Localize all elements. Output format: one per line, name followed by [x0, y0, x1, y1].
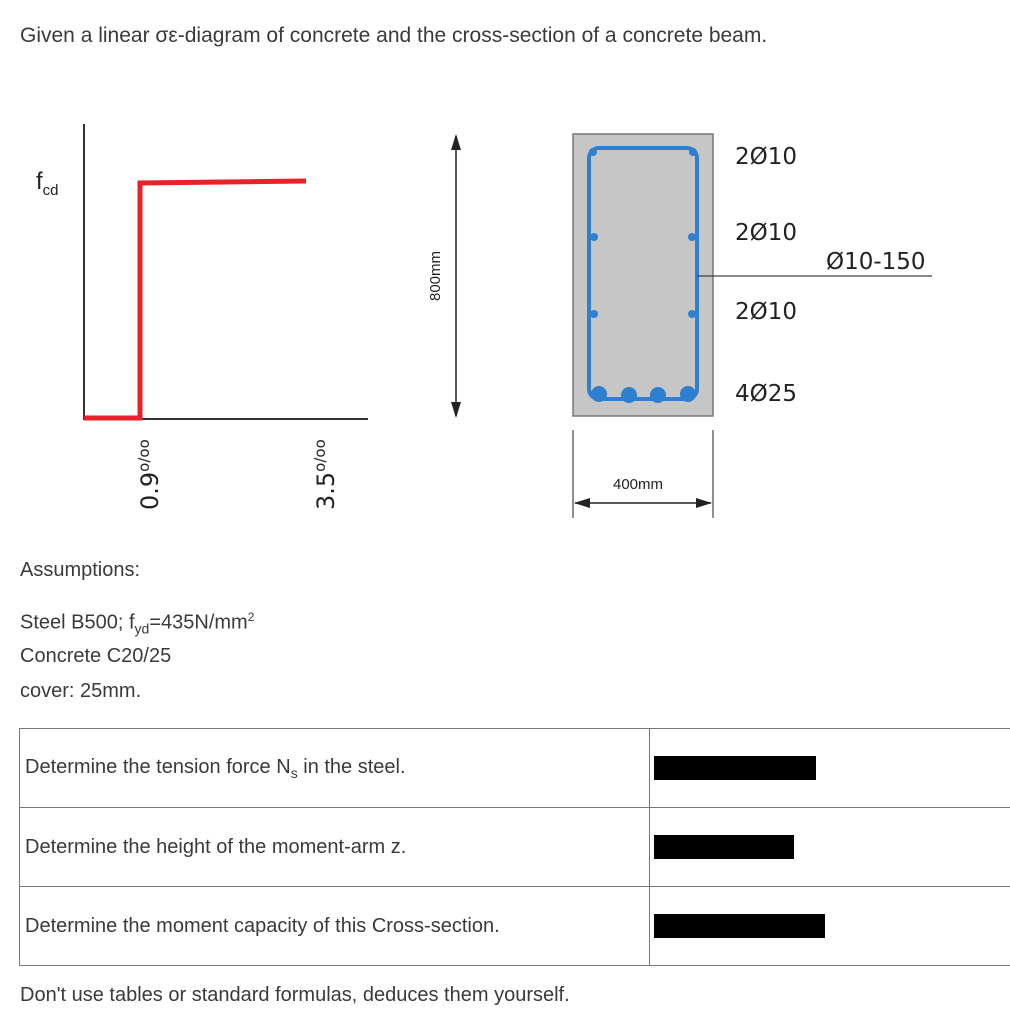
- answer-cell[interactable]: [650, 887, 1010, 966]
- assumption-cover: cover: 25mm.: [20, 680, 142, 702]
- rebar-lower-right: [688, 310, 696, 318]
- questions-table: [19, 728, 1010, 966]
- assumption-steel: Steel B500; $f_{yd}=435N/mm^2$: [20, 610, 255, 637]
- rebar-bottom-1: [591, 386, 607, 402]
- redacted-answer: [654, 756, 816, 780]
- strain-label-0.9: $0.9^{o/oo}$: [135, 439, 164, 510]
- strain-label-3.5: $3.5^{o/oo}$: [311, 439, 340, 510]
- footer-instruction: Don't use tables or standard formulas, deduces them yourself.: [20, 984, 570, 1006]
- redacted-answer: [654, 914, 825, 938]
- rebar-upper-left: [590, 233, 598, 241]
- stirrup-label: Ø10-150: [826, 249, 926, 275]
- rebar-bottom-4: [680, 386, 696, 402]
- width-dimension-label: 400mm: [613, 476, 664, 493]
- assumptions-heading: Assumptions:: [20, 559, 141, 581]
- answer-cell[interactable]: [650, 729, 1010, 808]
- question-text: Determine the height of the moment-arm z.: [20, 808, 650, 887]
- question-row: [20, 729, 1010, 808]
- rebar-label-lower-mid: 2Ø10: [735, 299, 798, 325]
- assumption-concrete: Concrete C20/25: [20, 645, 172, 667]
- height-dimension-label: 800mm: [427, 250, 444, 302]
- rebar-bottom-2: [621, 387, 637, 403]
- page-title: Given a linear σε-diagram of concrete and the cross-section of a concrete beam.: [20, 24, 768, 47]
- width-arrow-left: [574, 498, 590, 508]
- width-arrow-right: [696, 498, 712, 508]
- rebar-upper-right: [688, 233, 696, 241]
- height-arrow-bottom: [451, 402, 461, 418]
- rebar-bottom-3: [650, 387, 666, 403]
- question-text: Determine the moment capacity of this Cross-section.: [20, 887, 650, 966]
- fcd-label: $f_{cd}$: [36, 168, 59, 199]
- question-text: Determine the tension force $N_s$ in the steel.: [20, 729, 650, 808]
- rebar-label-top: 2Ø10: [735, 144, 798, 170]
- rebar-lower-left: [590, 310, 598, 318]
- stress-strain-curve: [84, 181, 306, 418]
- beam-cross-section: [573, 134, 713, 416]
- redacted-answer: [654, 835, 794, 859]
- height-arrow-top: [451, 134, 461, 150]
- question-row: [20, 808, 1010, 887]
- rebar-label-upper-mid: 2Ø10: [735, 220, 798, 246]
- answer-cell[interactable]: [650, 808, 1010, 887]
- rebar-top-right: [689, 148, 697, 156]
- rebar-top-left: [589, 148, 597, 156]
- rebar-label-bottom: 4Ø25: [735, 381, 798, 407]
- question-row: [20, 887, 1010, 966]
